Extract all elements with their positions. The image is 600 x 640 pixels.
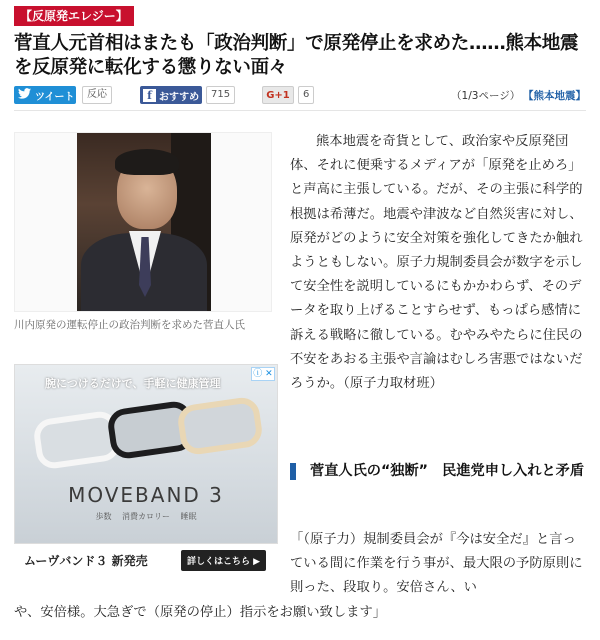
category-link[interactable]: 【熊本地震】 (528, 90, 586, 102)
social-share-bar (14, 86, 586, 106)
article-paragraph-2 (290, 528, 588, 601)
photo-caption: 川内原発の運転停止の政治判断を求めた菅直人氏 (14, 319, 245, 331)
facebook-recommend-button[interactable] (140, 86, 202, 104)
person-photo (77, 133, 211, 311)
google-plus-count: 6 (298, 86, 314, 104)
tweet-button[interactable] (14, 86, 76, 104)
facebook-label: おすすめ (159, 91, 200, 103)
category-tag[interactable]: 【反原発エレジー】 (14, 6, 134, 26)
photo-hair (115, 149, 179, 175)
article-paragraph-1 (290, 130, 588, 396)
ad-copy: 腕につけるだけで、手軽に健康管理 (45, 377, 221, 390)
page-info (451, 88, 586, 103)
subheading-text: 菅直人氏の“独断” 民進党申し入れと矛盾 (310, 463, 585, 479)
tweet-label: ツイート (35, 91, 75, 103)
gold-band-image (176, 396, 264, 457)
article-headline: 菅直人元首相はまたも「政治判断」で原発停止を求めた……熊本地震を反原発に転化する懲りない面々 (14, 33, 579, 78)
subheading-bar (290, 463, 296, 480)
header-divider (14, 110, 586, 111)
ad-brand: MOVEBAND 3 (68, 483, 224, 507)
article-subheading (290, 457, 588, 485)
facebook-count: 715 (206, 86, 235, 104)
article-paragraph-2-continued: や、安倍様。大急ぎで（原発の停止）指示をお願い致します」 (14, 605, 387, 620)
ad-info-icon[interactable]: ⓘ ✕ (251, 367, 275, 381)
twitter-bird-icon (18, 88, 32, 102)
facebook-icon: f (143, 89, 156, 102)
ad-features: 歩数 消費カロリー 睡眠 (95, 512, 197, 521)
ad-footer[interactable] (14, 546, 276, 576)
article-photo[interactable] (14, 132, 272, 312)
advertisement-banner[interactable] (14, 364, 278, 544)
page-indicator: （1/3ページ） (451, 90, 521, 102)
paragraph-1-text: 熊本地震を奇貨として、政治家や反原発団体、それに便乗するメディアが「原発を止めろ」と声高に主張している。だが、その主張に科学的根拠は希薄だ。地震や津波など自然災害に対し、原発がどのように安全対策を強化してきたか触れようともしない。原子力規制委員会が数字を示して安全性を説明しているにもかかわらず、そのデータを取り上げることすらせず、もっぱら感情に訴える戦略に徹している。むやみやたらに住民の不安をあおる主張や言論はむしろ害悪ではないだろうか。（原子力取材班） (290, 134, 583, 392)
ad-more-button[interactable]: 詳しくはこちら ▶ (181, 550, 266, 571)
ad-product-name: ムーヴバンド３ 新発売 (24, 554, 148, 568)
google-plus-button[interactable]: G+1 (262, 86, 294, 104)
tweet-count[interactable]: 反応 (82, 86, 112, 104)
paragraph-2-text: 「（原子力）規制委員会が『今は安全だ』と言っている間に作業を行う事が、最大限の予防原則に則った、段取り。安倍さん、い (290, 532, 583, 596)
